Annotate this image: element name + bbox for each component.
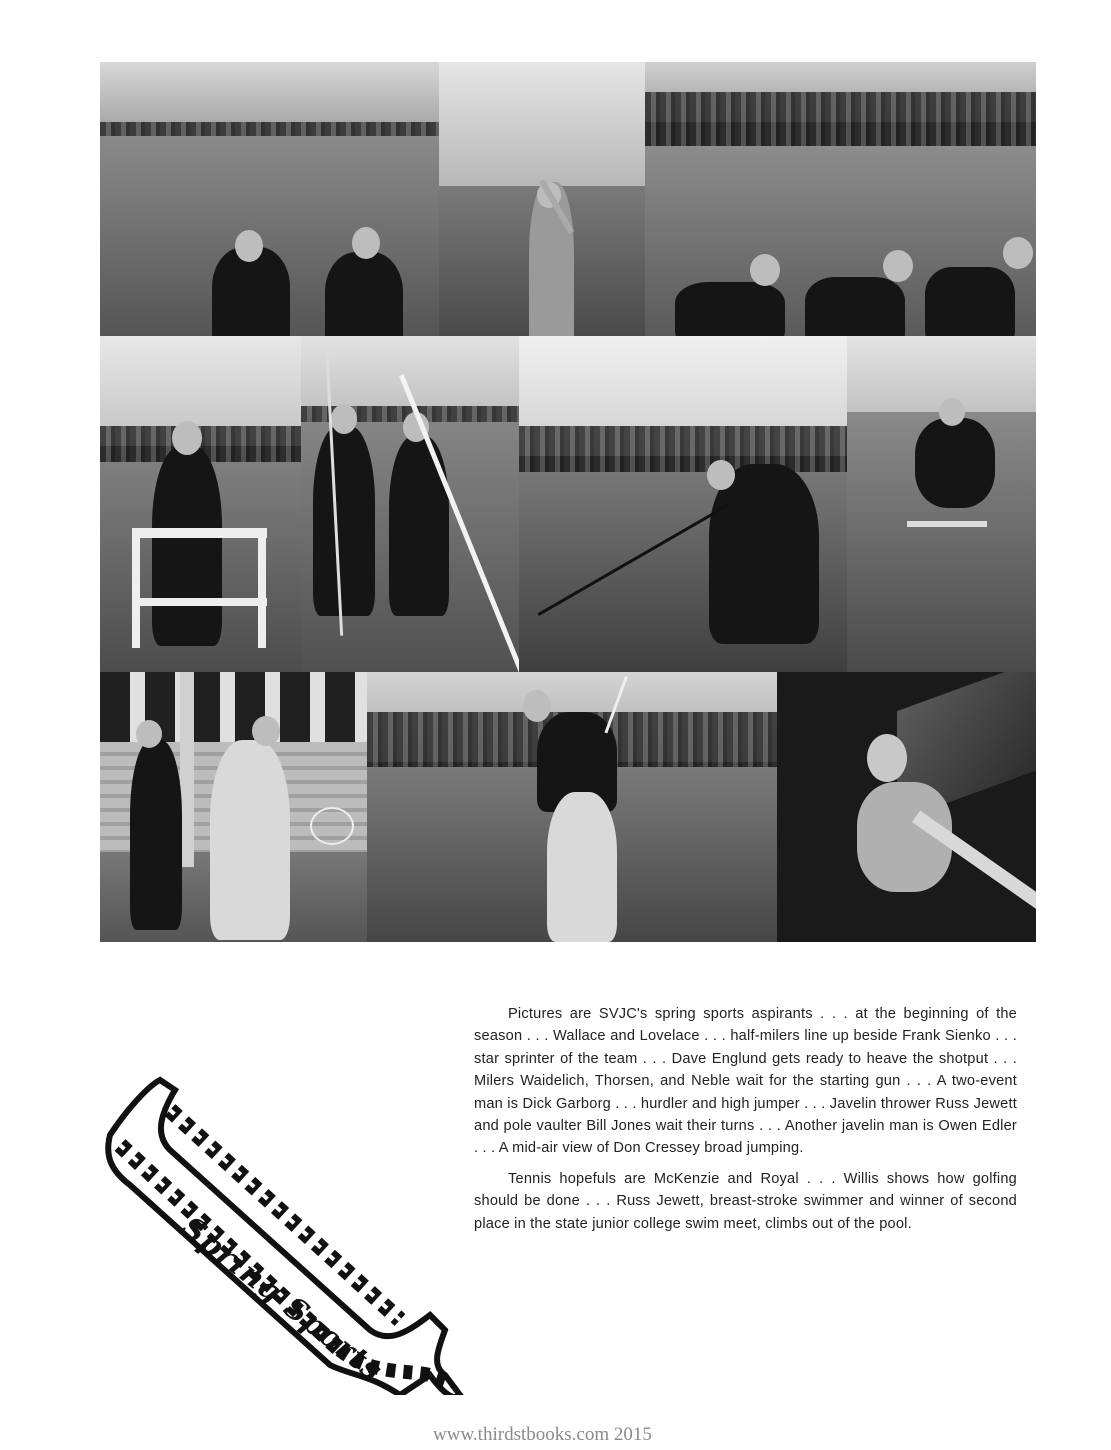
milers-photo — [645, 62, 1036, 336]
caption-paragraph-1: Pictures are SVJC's spring sports aspirants . . . at the beginning of the season . . . Wallace and Lovelace . . . half-milers line up beside Frank Sienko . . . star sprinter of the team . . . Dave Englund gets ready to heave the shotput . . . Milers Waidelich, Thorsen, and Neble wait for the starting gun . . . A two-event man is Dick Garborg . . . hurdler and high jumper . . . Javelin thrower Russ Jewett and pole vaulter Bill Jones wait their turns . . . Another javelin man is Owen Edler . . . A mid-air view of Don Cressey broad jumping. — [474, 1006, 1017, 1157]
sprinters-photo — [100, 62, 439, 336]
caption-paragraph-2: Tennis hopefuls are McKenzie and Royal . . . Willis shows how golfing should be done . . . Russ Jewett, breast-stroke swimmer and winner of second place in the state junior college swim meet, climbs out of the pool. — [474, 1170, 1017, 1232]
broad-jump-photo — [847, 336, 1036, 672]
golf-photo — [367, 672, 777, 942]
watermark-text: www.thirdstbooks.com 2015 — [433, 1424, 652, 1445]
javelin-polevault-photo — [301, 336, 519, 672]
caption-text — [474, 1003, 1017, 1243]
banner-title: Spring Sports — [174, 1210, 390, 1389]
tennis-photo — [100, 672, 367, 942]
swimmer-photo — [777, 672, 1036, 942]
javelin-throw-photo — [519, 336, 847, 672]
film-strip-banner — [100, 1075, 470, 1395]
hurdler-photo — [100, 336, 301, 672]
shotput-photo — [439, 62, 645, 336]
